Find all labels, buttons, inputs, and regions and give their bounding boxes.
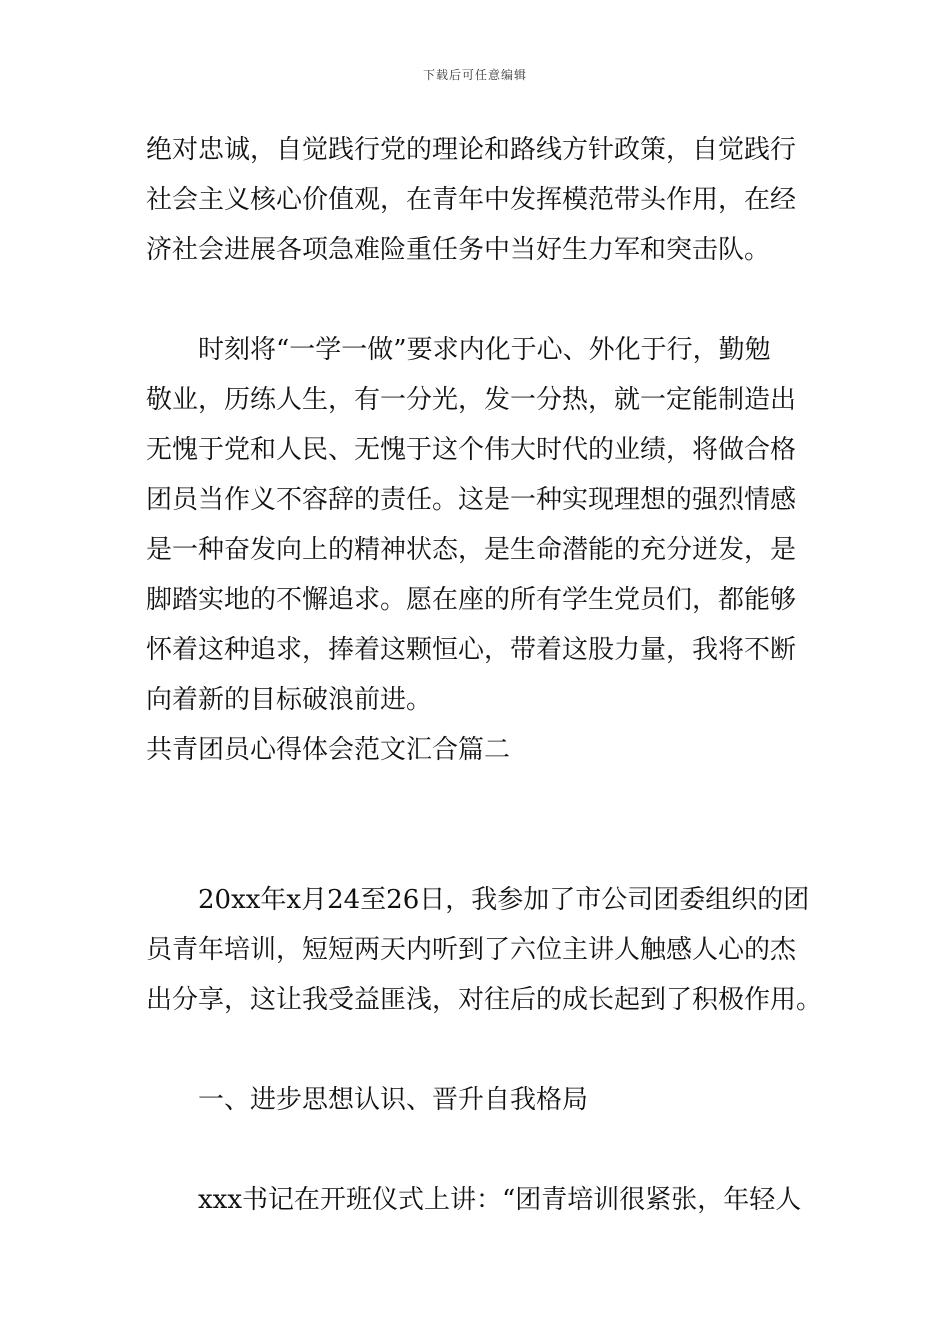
paragraph-line: 时刻将“一学一做”要求内化于心、外化于行，勤勉 [198,335,771,365]
paragraph-line: 团员当作义不容辞的责任。这是一种实现理想的强烈情感 [146,485,797,515]
paragraph-line: 20xx年x月24至26日，我参加了市公司团委组织的团 [198,885,810,915]
paragraph-line: 无愧于党和人民、无愧于这个伟大时代的业绩，将做合格 [146,435,797,465]
paragraph-line: 向着新的目标破浪前进。 [146,685,433,715]
subsection-heading: 一、进步思想认识、晋升自我格局 [198,1085,589,1115]
paragraph-line: 出分享，这让我受益匪浅，对往后的成长起到了积极作用。 [146,985,823,1015]
section-title: 共青团员心得体会范文汇合篇二 [146,735,511,765]
paragraph-line: 绝对忠诚，自觉践行党的理论和路线方针政策，自觉践行 [146,135,797,165]
paragraph-line: 员青年培训，短短两天内听到了六位主讲人触感人心的杰 [146,935,797,965]
paragraph-line: 是一种奋发向上的精神状态，是生命潜能的充分迸发，是 [146,535,797,565]
paragraph-line: 脚踏实地的不懈追求。愿在座的所有学生党员们，都能够 [146,585,797,615]
paragraph-line: 敬业，历练人生，有一分光，发一分热，就一定能制造出 [146,385,797,415]
paragraph-line: xxx书记在开班仪式上讲：“团青培训很紧张，年轻人 [198,1185,802,1215]
paragraph-line: 怀着这种追求，捧着这颗恒心，带着这股力量，我将不断 [146,635,797,665]
paragraph-line: 社会主义核心价值观，在青年中发挥模范带头作用，在经 [146,185,797,215]
paragraph-line: 济社会进展各项急难险重任务中当好生力军和突击队。 [146,235,771,265]
page-header: 下载后可任意编辑 [422,68,527,82]
